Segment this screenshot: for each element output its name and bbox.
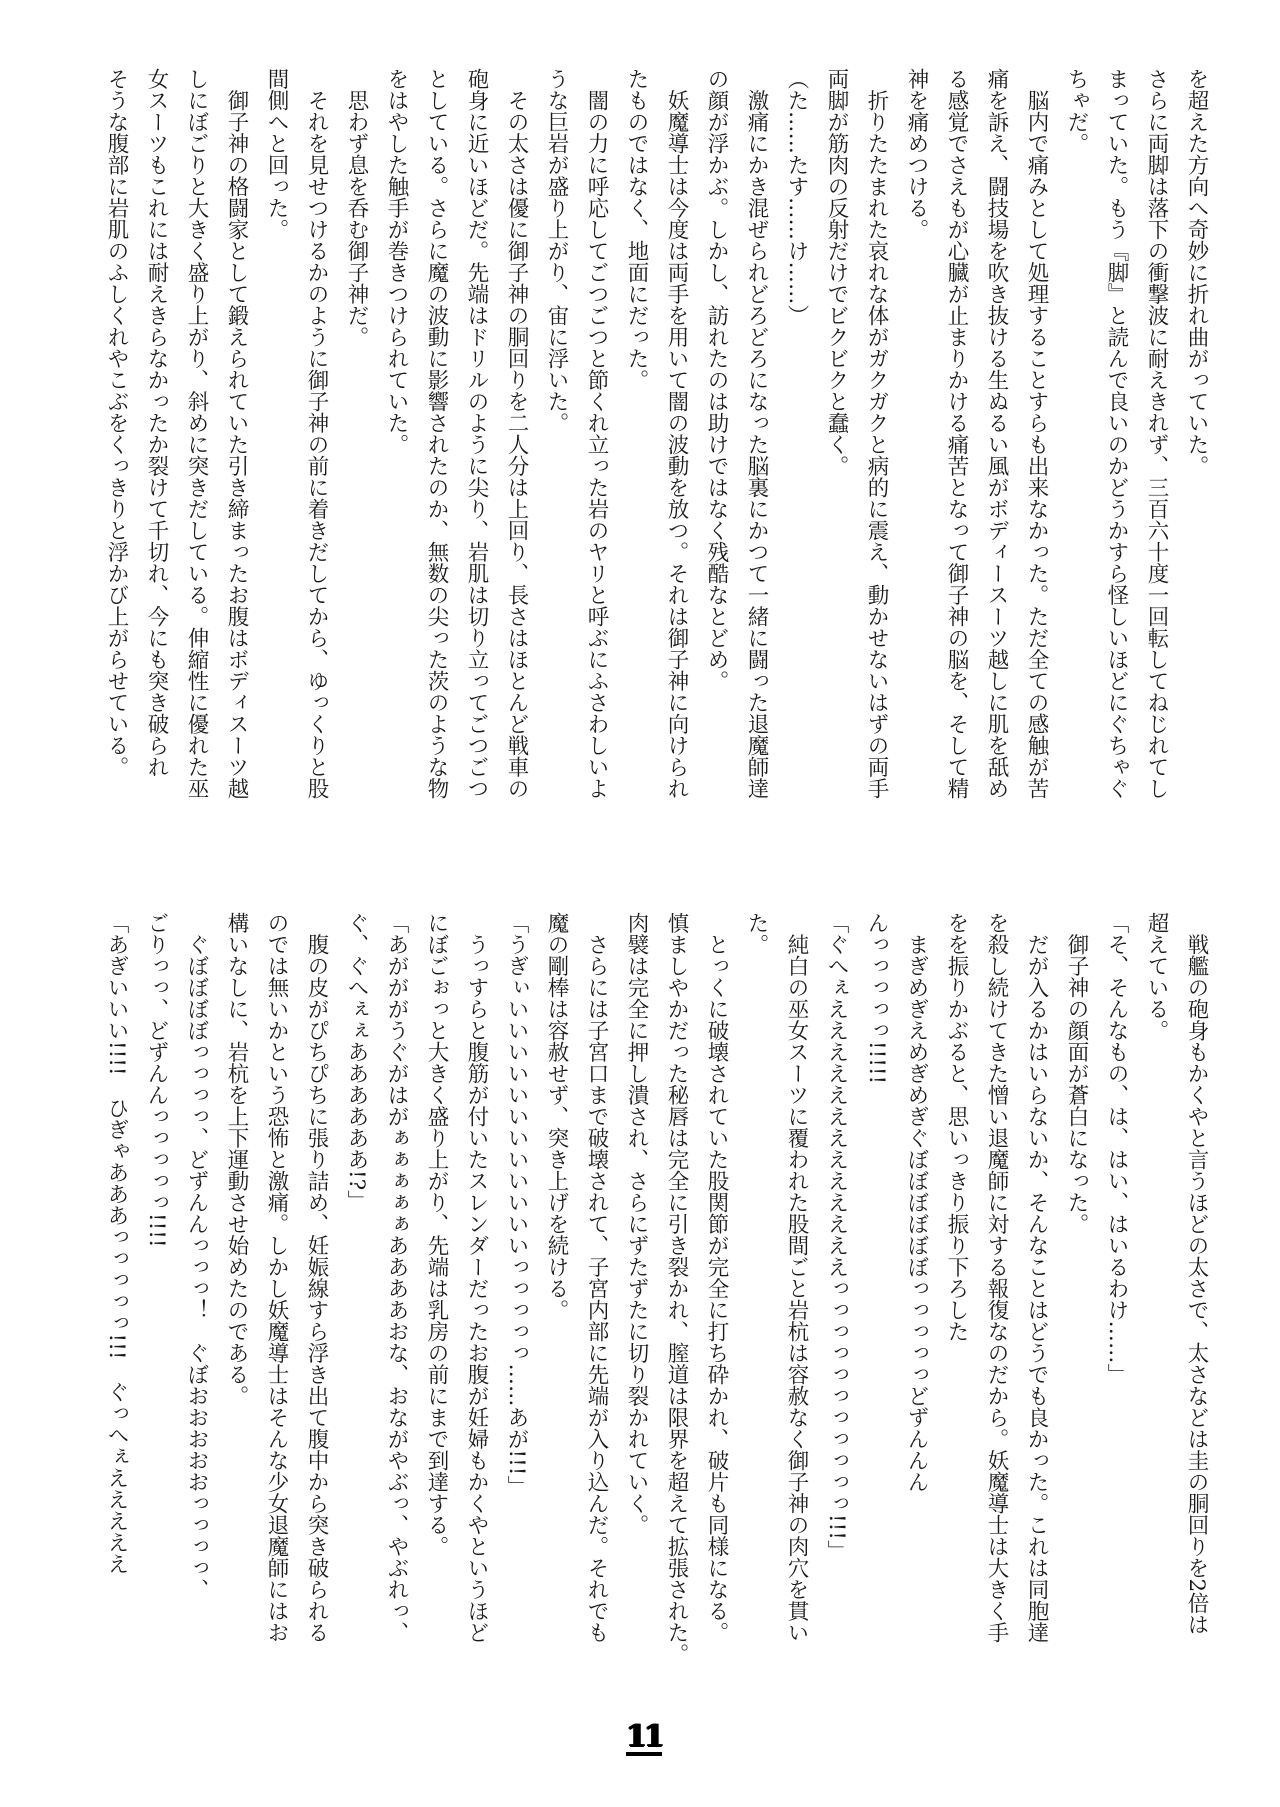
text-line: のでは無いかという恐怖と激痛。しかし妖魔導士はそんな少女退魔師にはお: [264, 912, 289, 1643]
text-line: それを見せつけるかのように御子神の前に着きだしてから、ゆっくりと股: [304, 68, 329, 799]
text-line: 肉襞は完全に押し潰され、さらにずたずたに切り裂かれていく。: [624, 912, 649, 1536]
text-line: 御子神の格闘家として鍛えられていた引き締まったお腹はボディスーツ越: [224, 68, 249, 799]
text-line: 闇の力に呼応してごつごつと節くれ立った岩のヤリと呼ぶにふさわしいよ: [584, 68, 609, 799]
text-line: その太さは優に御子神の胴回りを二人分は上回り、長さはほとんど戦車の: [504, 68, 529, 799]
text-line: さらには子宮口まで破壊されて、子宮内部に先端が入り込んだ。それでも: [584, 912, 609, 1643]
text-line: 構いなしに、岩杭を上下運動させ始めたのである。: [224, 912, 249, 1407]
text-line: の顔が浮かぶ。しかし、訪れたのは助けではなく残酷なとどめ。: [704, 68, 729, 692]
text-line: をはやした触手が巻きつけられていた。: [384, 68, 409, 455]
text-line: 妖魔導士は今度は両手を用いて闇の波動を放つ。それは御子神に向けられ: [664, 68, 689, 799]
text-line: まっていた。もう『脚』と読んで良いのかどうかすら怪しいほどにぐちゃぐ: [1104, 68, 1129, 799]
text-line: ごりっっ、どずんんっっっっっ!!!!: [144, 912, 169, 1248]
text-line: 砲身に近いほどだ。先端はドリルのように尖り、岩肌は切り立ってごつごつ: [464, 68, 489, 799]
text-line: うな巨岩が盛り上がり、宙に浮いた。: [544, 68, 569, 434]
text-line: まぎめぎえめぎめぎぐぼぼぼぼぼぼっっっっっどずんんん: [904, 912, 929, 1493]
text-line: た。: [744, 912, 769, 955]
text-line: 間側へと回った。: [264, 68, 289, 240]
text-line: とっくに破壊されていた股関節が完全に打ち砕かれ、破片も同様になる。: [704, 912, 729, 1643]
text-line: 「あぎいいい!!!! ひぎゃあああっっっっっ!!! ぐっへぇえええええ: [104, 912, 129, 1575]
text-line: 「ぐへぇえええええええええええええっっっっっっっっっっっ!!!」: [824, 912, 849, 1562]
text-line: ぐ、ぐへぇぇああああああ!?」: [344, 912, 369, 1212]
text-block-upper: [96, 68, 1216, 828]
text-line: さらに両脚は落下の衝撃波に耐えきれず、三百六十度一回転してねじれてし: [1144, 68, 1169, 799]
text-line: 慎ましやかだった秘唇は完全に引き裂かれ、膣道は限界を超えて拡張された。: [664, 912, 689, 1665]
text-line: んっっっっっ!!!!!: [864, 912, 889, 1085]
page-number: 11: [626, 1719, 662, 1754]
text-line: たものではなく、地面にだった。: [624, 68, 649, 391]
text-line: 激痛にかき混ぜられどろどろになった脳裏にかつて一緒に闘った退魔師達: [744, 68, 769, 799]
text-line: 「うぎぃいいいいいいいいいいいいっっっっっ……あが!!!」: [504, 912, 529, 1497]
text-line: ちゃだ。: [1064, 68, 1089, 154]
text-line: る感覚でさえもが心臓が止まりかける痛苦となって御子神の脳を、そして精: [944, 68, 969, 799]
text-line: を殺し続けてきた憎い退魔師に対する報復なのだから。妖魔導士は大きく手: [984, 912, 1009, 1643]
text-line: 魔の剛棒は容赦せず、突き上げを続ける。: [544, 912, 569, 1321]
text-line: としている。さらに魔の波動に影響されたのか、無数の尖った茨のような物: [424, 68, 449, 799]
text-line: ぐぼぼぼぼっっっっ、どずんんっっっ！ ぐぼおおおおおっっっっ、: [184, 912, 209, 1600]
text-line: 超えている。: [1144, 912, 1169, 1041]
text-line: 腹の皮がぴちぴちに張り詰め、妊娠線すら浮き出て腹中から突き破られる: [304, 912, 329, 1643]
text-line: 痛を訴え、闘技場を吹き抜ける生ぬるい風がボディースーツ越しに肌を舐め: [984, 68, 1009, 799]
text-line: だが入るかはいらないか、そんなことはどうでも良かった。これは同胞達: [1024, 912, 1049, 1643]
text-line: 女スーツもこれには耐えきらなかったか裂けて千切れ、今にも突き破られ: [144, 68, 169, 778]
text-line: 「そ、そんなもの、は、はい、はいるわけ……」: [1104, 912, 1129, 1385]
text-line: 折りたたまれた哀れな体がガクガクと病的に震え、動かせないはずの両手: [864, 68, 889, 799]
text-line: をを振りかぶると、思いっきり振り下ろした: [944, 912, 969, 1342]
text-line: 戦艦の砲身もかくやと言うほどの太さで、太さなどは圭の胴回りを2倍は: [1184, 912, 1209, 1636]
text-line: 両脚が筋肉の反射だけでビクビクと蠢く。: [824, 68, 849, 477]
text-line: 脳内で痛みとして処理することすらも出来なかった。ただ全ての感触が苦: [1024, 68, 1049, 799]
text-line: 「あがががうぐがはがぁぁぁぁぁああああおな、おながやぶっ、やぶれっ、: [384, 912, 409, 1643]
text-line: （た……たす……け……）: [784, 68, 809, 326]
text-block-lower: [96, 912, 1216, 1672]
text-line: にぼごぉっと大きく盛り上がり、先端は乳房の前にまで到達する。: [424, 912, 449, 1557]
text-line: 純白の巫女スーツに覆われた股間ごと岩杭は容赦なく御子神の肉穴を貫い: [784, 912, 809, 1643]
text-line: うっすらと腹筋が付いたスレンダーだったお腹が妊婦もかくやというほど: [464, 912, 489, 1643]
text-line: そうな腹部に岩肌のふしくれやこぶをくっきりと浮かび上がらせている。: [104, 68, 129, 778]
text-line: 思わず息を呑む御子神だ。: [344, 68, 369, 348]
text-line: 御子神の顔面が蒼白になった。: [1064, 912, 1089, 1235]
text-line: しにぼごりと大きく盛り上がり、斜めに突きだしている。伸縮性に優れた巫: [184, 68, 209, 799]
text-line: 神を痛めつける。: [904, 68, 929, 240]
text-line: を超えた方向へ奇妙に折れ曲がっていた。: [1184, 68, 1209, 477]
